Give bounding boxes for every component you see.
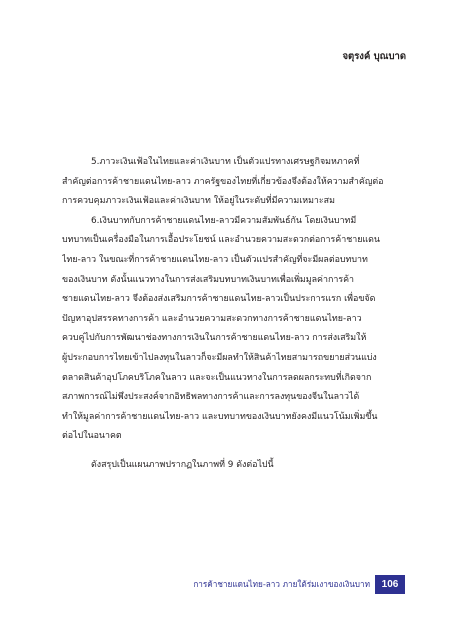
paragraph-line: การควบคุมภาวะเงินเฟ้อและค่าเงินบาท ให้อยู่ในระดับที่มีความเหมาะสม <box>62 196 335 207</box>
paragraph-line: ไทย-ลาว ในขณะที่การค้าชายแดนไทย-ลาว เป็นตัวแปรสำคัญที่จะมีผลต่อบทบาท <box>62 254 368 265</box>
paragraph-line: ต่อไปในอนาคต <box>62 431 122 442</box>
paragraph-line: สำคัญต่อการค้าชายแดนไทย-ลาว ภาครัฐของไทยที่เกี่ยวข้องจึงต้องให้ความสำคัญต่อ <box>62 176 384 187</box>
author-name: จตุรงค์ บุณบาด <box>342 51 406 62</box>
paragraph-line: 6.เงินบาทกับการค้าชายแดนไทย-ลาวมีความสัมพันธ์กัน โดยเงินบาทมี <box>91 215 357 226</box>
paragraph-line: บทบาทเป็นเครื่องมือในการเอื้อประโยชน์ และอำนวยความสะดวกต่อการค้าชายแดน <box>62 235 380 246</box>
page-footer <box>193 575 405 594</box>
body-text <box>62 153 392 476</box>
paragraph-line: สภาพการณ์ไม่พึงประสงค์จากอิทธิพลทางการค้าและการลงทุนของจีนในลาวได้ <box>62 392 360 403</box>
paragraph-line: ผู้ประกอบการไทยเข้าไปลงทุนในลาวก็จะมีผลทำให้สินค้าไทยสามารถขยายส่วนแบ่ง <box>62 352 377 363</box>
paragraph-line: ตลาดสินค้าอุปโภคบริโภคในลาว และจะเป็นแนวทางในการลดผลกระทบที่เกิดจาก <box>62 372 372 383</box>
paragraph-line: ปัญหาอุปสรรคทางการค้า และอำนวยความสะดวกทางการค้าชายแดนไทย-ลาว <box>62 313 362 324</box>
paragraph-line: ของเงินบาท ดังนั้นแนวทางในการส่งเสริมบทบาทเงินบาทเพื่อเพิ่มมูลค่าการค้า <box>62 274 355 285</box>
paragraph-line: ดังสรุปเป็นแผนภาพปรากฏในภาพที่ 9 ดังต่อไปนี้ <box>91 459 274 470</box>
paragraph-gap <box>62 447 392 456</box>
page-number: 106 <box>375 575 405 594</box>
paragraph-line: ควบคู่ไปกับการพัฒนาช่องทางการเงินในการค้าชายแดนไทย-ลาว การส่งเสริมให้ <box>62 333 367 344</box>
running-title: การค้าชายแดนไทย-ลาว ภายใต้ร่มเงาของเงินบาท <box>193 579 370 589</box>
paragraph-line: ชายแดนไทย-ลาว จึงต้องส่งเสริมการค้าชายแดนไทย-ลาวเป็นประการแรก เพื่อขจัด <box>62 294 376 305</box>
paragraph-line: 5.ภาวะเงินเฟ้อในไทยและค่าเงินบาท เป็นตัวแปรทางเศรษฐกิจมหภาคที่ <box>91 157 360 167</box>
paragraph-line: ทำให้มูลค่าการค้าชายแดนไทย-ลาว และบทบาทของเงินบาทยังคงมีแนวโน้มเพิ่มขึ้น <box>62 411 378 422</box>
